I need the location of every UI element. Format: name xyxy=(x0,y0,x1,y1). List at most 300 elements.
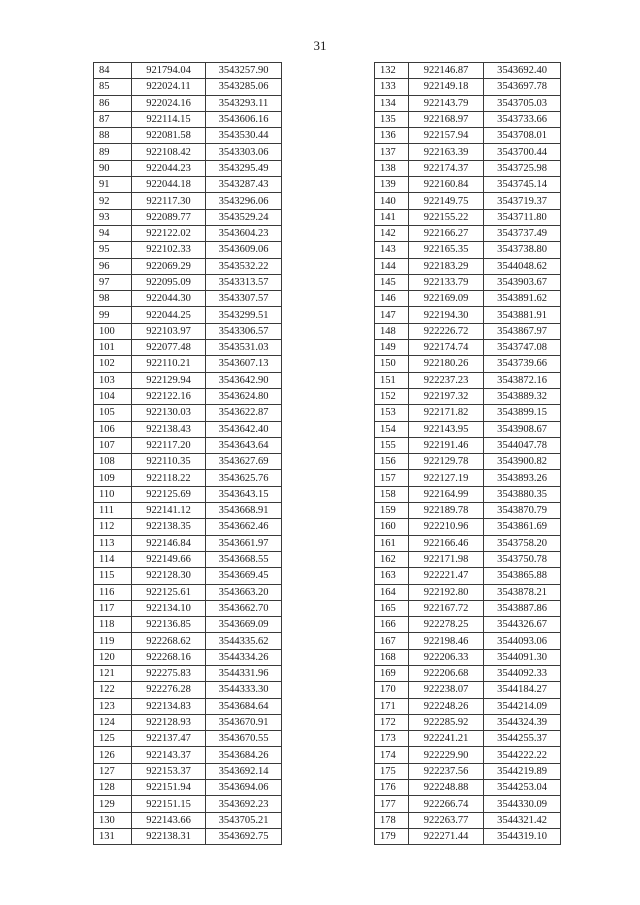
y-coordinate: 3544047.78 xyxy=(484,437,561,453)
point-number: 138 xyxy=(375,160,409,176)
y-coordinate: 3543668.55 xyxy=(206,551,282,567)
table-row xyxy=(375,405,561,421)
y-coordinate: 3543624.80 xyxy=(206,388,282,404)
point-number: 107 xyxy=(94,437,132,453)
y-coordinate: 3543625.76 xyxy=(206,470,282,486)
table-row xyxy=(94,584,282,600)
point-number: 101 xyxy=(94,340,132,356)
x-coordinate: 922191.46 xyxy=(409,437,484,453)
table-row xyxy=(375,144,561,160)
point-number: 166 xyxy=(375,617,409,633)
table-row xyxy=(94,128,282,144)
point-number: 145 xyxy=(375,274,409,290)
y-coordinate: 3544334.26 xyxy=(206,649,282,665)
point-number: 126 xyxy=(94,747,132,763)
coordinates-table-right xyxy=(374,62,561,845)
y-coordinate: 3543296.06 xyxy=(206,193,282,209)
table-row xyxy=(94,649,282,665)
point-number: 124 xyxy=(94,714,132,730)
point-number: 90 xyxy=(94,160,132,176)
point-number: 116 xyxy=(94,584,132,600)
point-number: 127 xyxy=(94,763,132,779)
x-coordinate: 922238.07 xyxy=(409,682,484,698)
table-row xyxy=(94,682,282,698)
point-number: 163 xyxy=(375,568,409,584)
table-row xyxy=(94,177,282,193)
point-number: 165 xyxy=(375,600,409,616)
point-number: 162 xyxy=(375,551,409,567)
table-row xyxy=(375,437,561,453)
x-coordinate: 922143.79 xyxy=(409,95,484,111)
y-coordinate: 3543711.80 xyxy=(484,209,561,225)
y-coordinate: 3544184.27 xyxy=(484,682,561,698)
y-coordinate: 3544330.09 xyxy=(484,796,561,812)
x-coordinate: 922237.56 xyxy=(409,763,484,779)
x-coordinate: 922129.78 xyxy=(409,454,484,470)
x-coordinate: 922174.37 xyxy=(409,160,484,176)
point-number: 147 xyxy=(375,307,409,323)
table-row xyxy=(94,209,282,225)
x-coordinate: 922122.02 xyxy=(132,225,206,241)
x-coordinate: 922160.84 xyxy=(409,177,484,193)
table-row xyxy=(94,714,282,730)
point-number: 158 xyxy=(375,486,409,502)
point-number: 142 xyxy=(375,225,409,241)
y-coordinate: 3544091.30 xyxy=(484,649,561,665)
x-coordinate: 922102.33 xyxy=(132,242,206,258)
table-row xyxy=(375,356,561,372)
y-coordinate: 3543307.57 xyxy=(206,291,282,307)
x-coordinate: 922133.79 xyxy=(409,274,484,290)
point-number: 136 xyxy=(375,128,409,144)
y-coordinate: 3543758.20 xyxy=(484,535,561,551)
table-row xyxy=(94,111,282,127)
x-coordinate: 922089.77 xyxy=(132,209,206,225)
point-number: 179 xyxy=(375,828,409,844)
y-coordinate: 3543663.20 xyxy=(206,584,282,600)
table-row xyxy=(375,79,561,95)
y-coordinate: 3543642.40 xyxy=(206,421,282,437)
x-coordinate: 922210.96 xyxy=(409,519,484,535)
point-number: 85 xyxy=(94,79,132,95)
table-row xyxy=(375,812,561,828)
y-coordinate: 3544333.30 xyxy=(206,682,282,698)
table-row xyxy=(375,600,561,616)
y-coordinate: 3543737.49 xyxy=(484,225,561,241)
x-coordinate: 922285.92 xyxy=(409,714,484,730)
y-coordinate: 3543692.40 xyxy=(484,63,561,79)
y-coordinate: 3543861.69 xyxy=(484,519,561,535)
point-number: 144 xyxy=(375,258,409,274)
x-coordinate: 922143.66 xyxy=(132,812,206,828)
table-body-left xyxy=(94,63,282,845)
point-number: 171 xyxy=(375,698,409,714)
table-row xyxy=(94,828,282,844)
y-coordinate: 3543878.21 xyxy=(484,584,561,600)
point-number: 152 xyxy=(375,388,409,404)
y-coordinate: 3543893.26 xyxy=(484,470,561,486)
table-row xyxy=(94,356,282,372)
point-number: 110 xyxy=(94,486,132,502)
table-row xyxy=(94,405,282,421)
point-number: 98 xyxy=(94,291,132,307)
point-number: 156 xyxy=(375,454,409,470)
table-row xyxy=(375,714,561,730)
table-row xyxy=(94,160,282,176)
point-number: 95 xyxy=(94,242,132,258)
table-row xyxy=(94,274,282,290)
table-row xyxy=(375,160,561,176)
y-coordinate: 3543700.44 xyxy=(484,144,561,160)
x-coordinate: 922157.94 xyxy=(409,128,484,144)
y-coordinate: 3544335.62 xyxy=(206,633,282,649)
y-coordinate: 3544255.37 xyxy=(484,731,561,747)
point-number: 139 xyxy=(375,177,409,193)
point-number: 121 xyxy=(94,665,132,681)
table-row xyxy=(375,780,561,796)
point-number: 160 xyxy=(375,519,409,535)
x-coordinate: 922081.58 xyxy=(132,128,206,144)
point-number: 153 xyxy=(375,405,409,421)
x-coordinate: 922134.10 xyxy=(132,600,206,616)
table-row xyxy=(375,95,561,111)
point-number: 159 xyxy=(375,503,409,519)
y-coordinate: 3543705.21 xyxy=(206,812,282,828)
x-coordinate: 922206.33 xyxy=(409,649,484,665)
x-coordinate: 922146.87 xyxy=(409,63,484,79)
x-coordinate: 922103.97 xyxy=(132,323,206,339)
table-row xyxy=(94,372,282,388)
x-coordinate: 922237.23 xyxy=(409,372,484,388)
point-number: 105 xyxy=(94,405,132,421)
y-coordinate: 3543607.13 xyxy=(206,356,282,372)
y-coordinate: 3543257.90 xyxy=(206,63,282,79)
table-row xyxy=(94,812,282,828)
point-number: 128 xyxy=(94,780,132,796)
x-coordinate: 922127.19 xyxy=(409,470,484,486)
table-row xyxy=(94,568,282,584)
point-number: 169 xyxy=(375,665,409,681)
x-coordinate: 922044.30 xyxy=(132,291,206,307)
point-number: 168 xyxy=(375,649,409,665)
x-coordinate: 921794.04 xyxy=(132,63,206,79)
point-number: 172 xyxy=(375,714,409,730)
point-number: 120 xyxy=(94,649,132,665)
y-coordinate: 3543739.66 xyxy=(484,356,561,372)
x-coordinate: 922146.84 xyxy=(132,535,206,551)
x-coordinate: 922174.74 xyxy=(409,340,484,356)
table-row xyxy=(375,421,561,437)
point-number: 146 xyxy=(375,291,409,307)
y-coordinate: 3544092.33 xyxy=(484,665,561,681)
point-number: 103 xyxy=(94,372,132,388)
table-row xyxy=(375,274,561,290)
y-coordinate: 3544331.96 xyxy=(206,665,282,681)
y-coordinate: 3543891.62 xyxy=(484,291,561,307)
y-coordinate: 3544253.04 xyxy=(484,780,561,796)
x-coordinate: 922138.43 xyxy=(132,421,206,437)
y-coordinate: 3543880.35 xyxy=(484,486,561,502)
x-coordinate: 922125.61 xyxy=(132,584,206,600)
point-number: 89 xyxy=(94,144,132,160)
point-number: 130 xyxy=(94,812,132,828)
table-row xyxy=(375,698,561,714)
table-row xyxy=(94,421,282,437)
table-row xyxy=(94,551,282,567)
point-number: 164 xyxy=(375,584,409,600)
x-coordinate: 922069.29 xyxy=(132,258,206,274)
y-coordinate: 3544324.39 xyxy=(484,714,561,730)
x-coordinate: 922168.97 xyxy=(409,111,484,127)
point-number: 102 xyxy=(94,356,132,372)
x-coordinate: 922165.35 xyxy=(409,242,484,258)
x-coordinate: 922171.98 xyxy=(409,551,484,567)
point-number: 157 xyxy=(375,470,409,486)
x-coordinate: 922268.16 xyxy=(132,649,206,665)
y-coordinate: 3543531.03 xyxy=(206,340,282,356)
y-coordinate: 3543867.97 xyxy=(484,323,561,339)
y-coordinate: 3544319.10 xyxy=(484,828,561,844)
x-coordinate: 922138.35 xyxy=(132,519,206,535)
x-coordinate: 922153.37 xyxy=(132,763,206,779)
y-coordinate: 3543725.98 xyxy=(484,160,561,176)
point-number: 135 xyxy=(375,111,409,127)
table-body-right xyxy=(375,63,561,845)
x-coordinate: 922206.68 xyxy=(409,665,484,681)
table-row xyxy=(94,665,282,681)
x-coordinate: 922134.83 xyxy=(132,698,206,714)
point-number: 155 xyxy=(375,437,409,453)
table-row xyxy=(94,307,282,323)
x-coordinate: 922136.85 xyxy=(132,617,206,633)
point-number: 140 xyxy=(375,193,409,209)
x-coordinate: 922194.30 xyxy=(409,307,484,323)
y-coordinate: 3543750.78 xyxy=(484,551,561,567)
y-coordinate: 3543670.91 xyxy=(206,714,282,730)
table-row xyxy=(375,568,561,584)
x-coordinate: 922108.42 xyxy=(132,144,206,160)
table-row xyxy=(375,584,561,600)
table-row xyxy=(94,698,282,714)
table-row xyxy=(94,340,282,356)
y-coordinate: 3543643.64 xyxy=(206,437,282,453)
table-row xyxy=(375,731,561,747)
point-number: 167 xyxy=(375,633,409,649)
x-coordinate: 922151.15 xyxy=(132,796,206,812)
point-number: 96 xyxy=(94,258,132,274)
x-coordinate: 922198.46 xyxy=(409,633,484,649)
table-row xyxy=(375,193,561,209)
x-coordinate: 922229.90 xyxy=(409,747,484,763)
y-coordinate: 3543313.57 xyxy=(206,274,282,290)
point-number: 141 xyxy=(375,209,409,225)
y-coordinate: 3544326.67 xyxy=(484,617,561,633)
y-coordinate: 3543669.45 xyxy=(206,568,282,584)
y-coordinate: 3543872.16 xyxy=(484,372,561,388)
table-row xyxy=(375,486,561,502)
table-row xyxy=(94,731,282,747)
y-coordinate: 3543669.09 xyxy=(206,617,282,633)
point-number: 87 xyxy=(94,111,132,127)
table-row xyxy=(94,63,282,79)
table-row xyxy=(94,519,282,535)
x-coordinate: 922166.46 xyxy=(409,535,484,551)
x-coordinate: 922155.22 xyxy=(409,209,484,225)
table-row xyxy=(94,95,282,111)
point-number: 92 xyxy=(94,193,132,209)
x-coordinate: 922221.47 xyxy=(409,568,484,584)
y-coordinate: 3543530.44 xyxy=(206,128,282,144)
table-row xyxy=(375,454,561,470)
x-coordinate: 922138.31 xyxy=(132,828,206,844)
table-row xyxy=(375,649,561,665)
x-coordinate: 922271.44 xyxy=(409,828,484,844)
x-coordinate: 922241.21 xyxy=(409,731,484,747)
y-coordinate: 3544214.09 xyxy=(484,698,561,714)
table-row xyxy=(375,747,561,763)
y-coordinate: 3543692.14 xyxy=(206,763,282,779)
y-coordinate: 3543738.80 xyxy=(484,242,561,258)
y-coordinate: 3543285.06 xyxy=(206,79,282,95)
point-number: 131 xyxy=(94,828,132,844)
point-number: 149 xyxy=(375,340,409,356)
table-row xyxy=(375,291,561,307)
table-row xyxy=(375,633,561,649)
point-number: 115 xyxy=(94,568,132,584)
table-row xyxy=(94,242,282,258)
y-coordinate: 3543899.15 xyxy=(484,405,561,421)
point-number: 170 xyxy=(375,682,409,698)
x-coordinate: 922143.95 xyxy=(409,421,484,437)
x-coordinate: 922110.21 xyxy=(132,356,206,372)
x-coordinate: 922149.75 xyxy=(409,193,484,209)
x-coordinate: 922137.47 xyxy=(132,731,206,747)
table-row xyxy=(375,665,561,681)
point-number: 137 xyxy=(375,144,409,160)
y-coordinate: 3543622.87 xyxy=(206,405,282,421)
table-row xyxy=(375,323,561,339)
x-coordinate: 922077.48 xyxy=(132,340,206,356)
y-coordinate: 3543529.24 xyxy=(206,209,282,225)
table-row xyxy=(375,242,561,258)
table-row xyxy=(94,617,282,633)
point-number: 161 xyxy=(375,535,409,551)
y-coordinate: 3543865.88 xyxy=(484,568,561,584)
x-coordinate: 922278.25 xyxy=(409,617,484,633)
point-number: 108 xyxy=(94,454,132,470)
table-row xyxy=(375,535,561,551)
x-coordinate: 922248.88 xyxy=(409,780,484,796)
table-row xyxy=(375,388,561,404)
x-coordinate: 922275.83 xyxy=(132,665,206,681)
x-coordinate: 922118.22 xyxy=(132,470,206,486)
point-number: 123 xyxy=(94,698,132,714)
table-row xyxy=(375,470,561,486)
y-coordinate: 3543606.16 xyxy=(206,111,282,127)
x-coordinate: 922149.66 xyxy=(132,551,206,567)
point-number: 104 xyxy=(94,388,132,404)
table-row xyxy=(94,388,282,404)
table-row xyxy=(375,551,561,567)
x-coordinate: 922149.18 xyxy=(409,79,484,95)
point-number: 117 xyxy=(94,600,132,616)
x-coordinate: 922163.39 xyxy=(409,144,484,160)
table-row xyxy=(375,340,561,356)
table-row xyxy=(375,258,561,274)
point-number: 174 xyxy=(375,747,409,763)
point-number: 111 xyxy=(94,503,132,519)
table-row xyxy=(94,503,282,519)
x-coordinate: 922189.78 xyxy=(409,503,484,519)
point-number: 134 xyxy=(375,95,409,111)
point-number: 109 xyxy=(94,470,132,486)
point-number: 177 xyxy=(375,796,409,812)
y-coordinate: 3543692.75 xyxy=(206,828,282,844)
x-coordinate: 922130.03 xyxy=(132,405,206,421)
y-coordinate: 3543287.43 xyxy=(206,177,282,193)
y-coordinate: 3543668.91 xyxy=(206,503,282,519)
x-coordinate: 922180.26 xyxy=(409,356,484,372)
x-coordinate: 922110.35 xyxy=(132,454,206,470)
point-number: 94 xyxy=(94,225,132,241)
y-coordinate: 3543908.67 xyxy=(484,421,561,437)
point-number: 106 xyxy=(94,421,132,437)
table-row xyxy=(94,535,282,551)
y-coordinate: 3544048.62 xyxy=(484,258,561,274)
table-row xyxy=(94,144,282,160)
x-coordinate: 922197.32 xyxy=(409,388,484,404)
point-number: 84 xyxy=(94,63,132,79)
table-row xyxy=(375,682,561,698)
point-number: 119 xyxy=(94,633,132,649)
y-coordinate: 3543733.66 xyxy=(484,111,561,127)
point-number: 154 xyxy=(375,421,409,437)
table-row xyxy=(375,307,561,323)
x-coordinate: 922171.82 xyxy=(409,405,484,421)
y-coordinate: 3543604.23 xyxy=(206,225,282,241)
point-number: 143 xyxy=(375,242,409,258)
point-number: 148 xyxy=(375,323,409,339)
y-coordinate: 3543643.15 xyxy=(206,486,282,502)
y-coordinate: 3543708.01 xyxy=(484,128,561,144)
y-coordinate: 3543532.22 xyxy=(206,258,282,274)
point-number: 129 xyxy=(94,796,132,812)
point-number: 93 xyxy=(94,209,132,225)
table-row xyxy=(94,437,282,453)
point-number: 86 xyxy=(94,95,132,111)
y-coordinate: 3543662.70 xyxy=(206,600,282,616)
y-coordinate: 3544321.42 xyxy=(484,812,561,828)
y-coordinate: 3543887.86 xyxy=(484,600,561,616)
x-coordinate: 922263.77 xyxy=(409,812,484,828)
y-coordinate: 3543299.51 xyxy=(206,307,282,323)
table-row xyxy=(94,780,282,796)
point-number: 178 xyxy=(375,812,409,828)
table-row xyxy=(94,258,282,274)
table-row xyxy=(375,796,561,812)
y-coordinate: 3544222.22 xyxy=(484,747,561,763)
x-coordinate: 922128.30 xyxy=(132,568,206,584)
y-coordinate: 3543719.37 xyxy=(484,193,561,209)
table-row xyxy=(94,323,282,339)
x-coordinate: 922125.69 xyxy=(132,486,206,502)
table-row xyxy=(375,63,561,79)
x-coordinate: 922143.37 xyxy=(132,747,206,763)
y-coordinate: 3543745.14 xyxy=(484,177,561,193)
point-number: 150 xyxy=(375,356,409,372)
y-coordinate: 3543870.79 xyxy=(484,503,561,519)
table-row xyxy=(94,225,282,241)
